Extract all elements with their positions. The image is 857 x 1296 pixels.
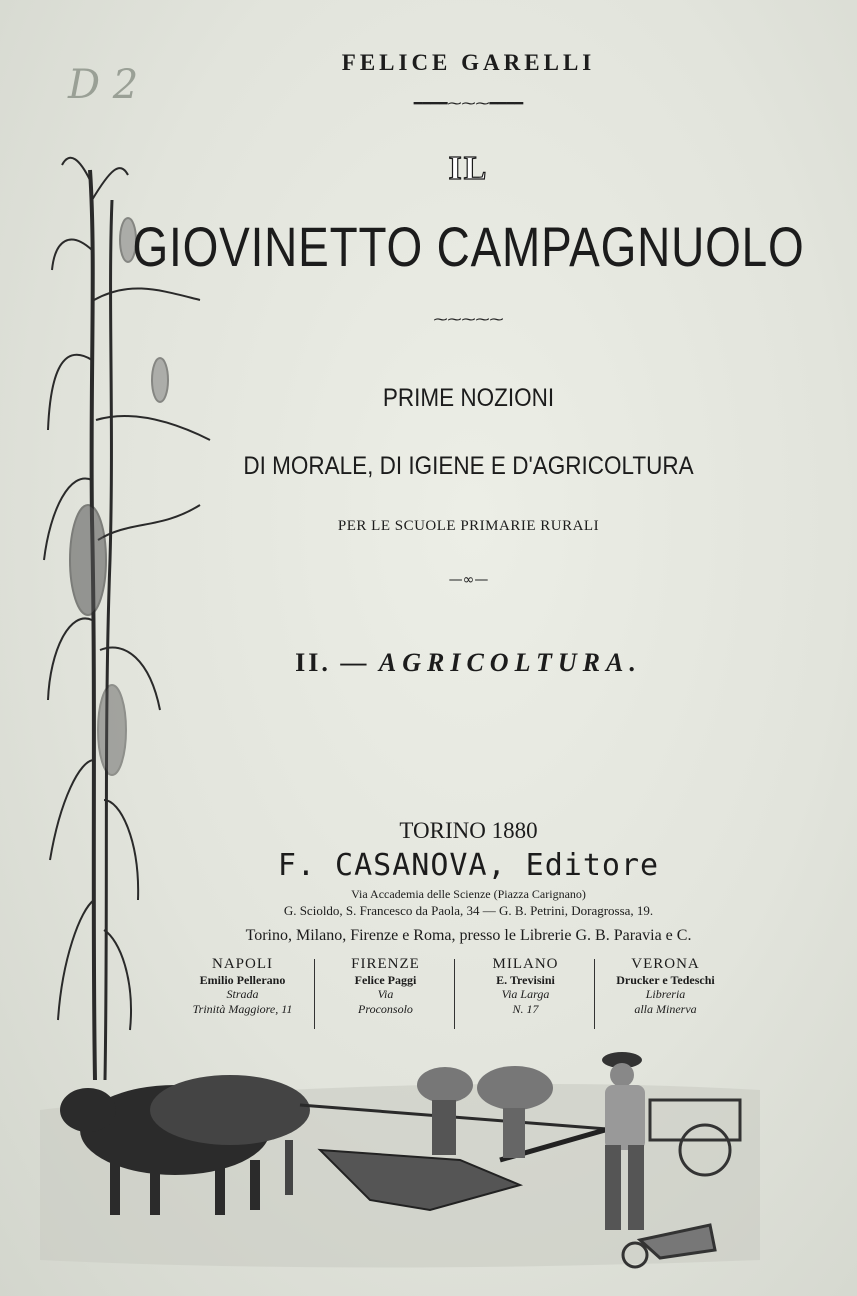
subtitle-line-1: PRIME NOZIONI [382,384,555,412]
branch-milano [455,955,596,1016]
branches-table [172,955,738,1030]
branch-name: Drucker e Tedeschi [616,973,715,987]
branch-place: Proconsolo [358,1001,413,1016]
handwritten-shelf-mark: D 2 [68,62,139,108]
branch-place: Libreria [645,987,686,1002]
title-article: IL [448,150,489,187]
libraries-line: Torino, Milano, Firenze e Roma, presso le Librerie G. B. Paravia e C. [245,927,692,944]
publisher-name: F. CASANOVA, Editore [277,848,660,883]
branch-name: Felice Paggi [354,973,417,987]
ornament-divider: ━━━━⁓⁓⁓━━━━ [413,96,524,112]
volume-number: II. — [295,648,370,677]
branch-place: Trinità Maggiore, 11 [192,1001,293,1016]
volume-heading [40,648,857,678]
branch-city: VERONA [631,956,700,972]
volume-title: AGRICOLTURA. [378,648,642,677]
branch-napoli [172,955,313,1016]
publisher-address: Via Accademia delle Scienze (Piazza Carignano) [351,887,586,901]
subtitle-line-3: PER LE SCUOLE PRIMARIE RURALI [337,518,600,534]
author-name: FELICE GARELLI [341,50,596,75]
book-title: GIOVINETTO CAMPAGNUOLO [132,215,805,278]
branch-place: N. 17 [512,1001,539,1016]
ornament-divider: —∞— [448,572,489,588]
imprint-city-year: TORINO 1880 [399,818,538,843]
branch-verona [595,955,736,1016]
branch-city: NAPOLI [212,956,273,972]
branch-firenze [315,955,456,1016]
branch-city: FIRENZE [351,956,420,972]
branch-name: Emilio Pellerano [199,973,286,987]
branch-place: alla Minerva [634,1001,697,1016]
booksellers-line: G. Scioldo, S. Francesco da Paola, 34 — G. B. Petrini, Doragrossa, 19. [283,903,654,918]
branch-city: MILANO [492,956,559,972]
ornament-divider: ⁓⁓⁓⁓⁓ [433,312,504,328]
branch-name: E. Trevisini [496,973,555,987]
branch-place: Strada [226,987,259,1002]
branch-place: Via [377,987,394,1002]
branch-place: Via Larga [501,987,550,1002]
ploughing-scene-illustration [40,1052,760,1268]
subtitle-line-2: DI MORALE, DI IGIENE E D'AGRICOLTURA [243,452,694,480]
